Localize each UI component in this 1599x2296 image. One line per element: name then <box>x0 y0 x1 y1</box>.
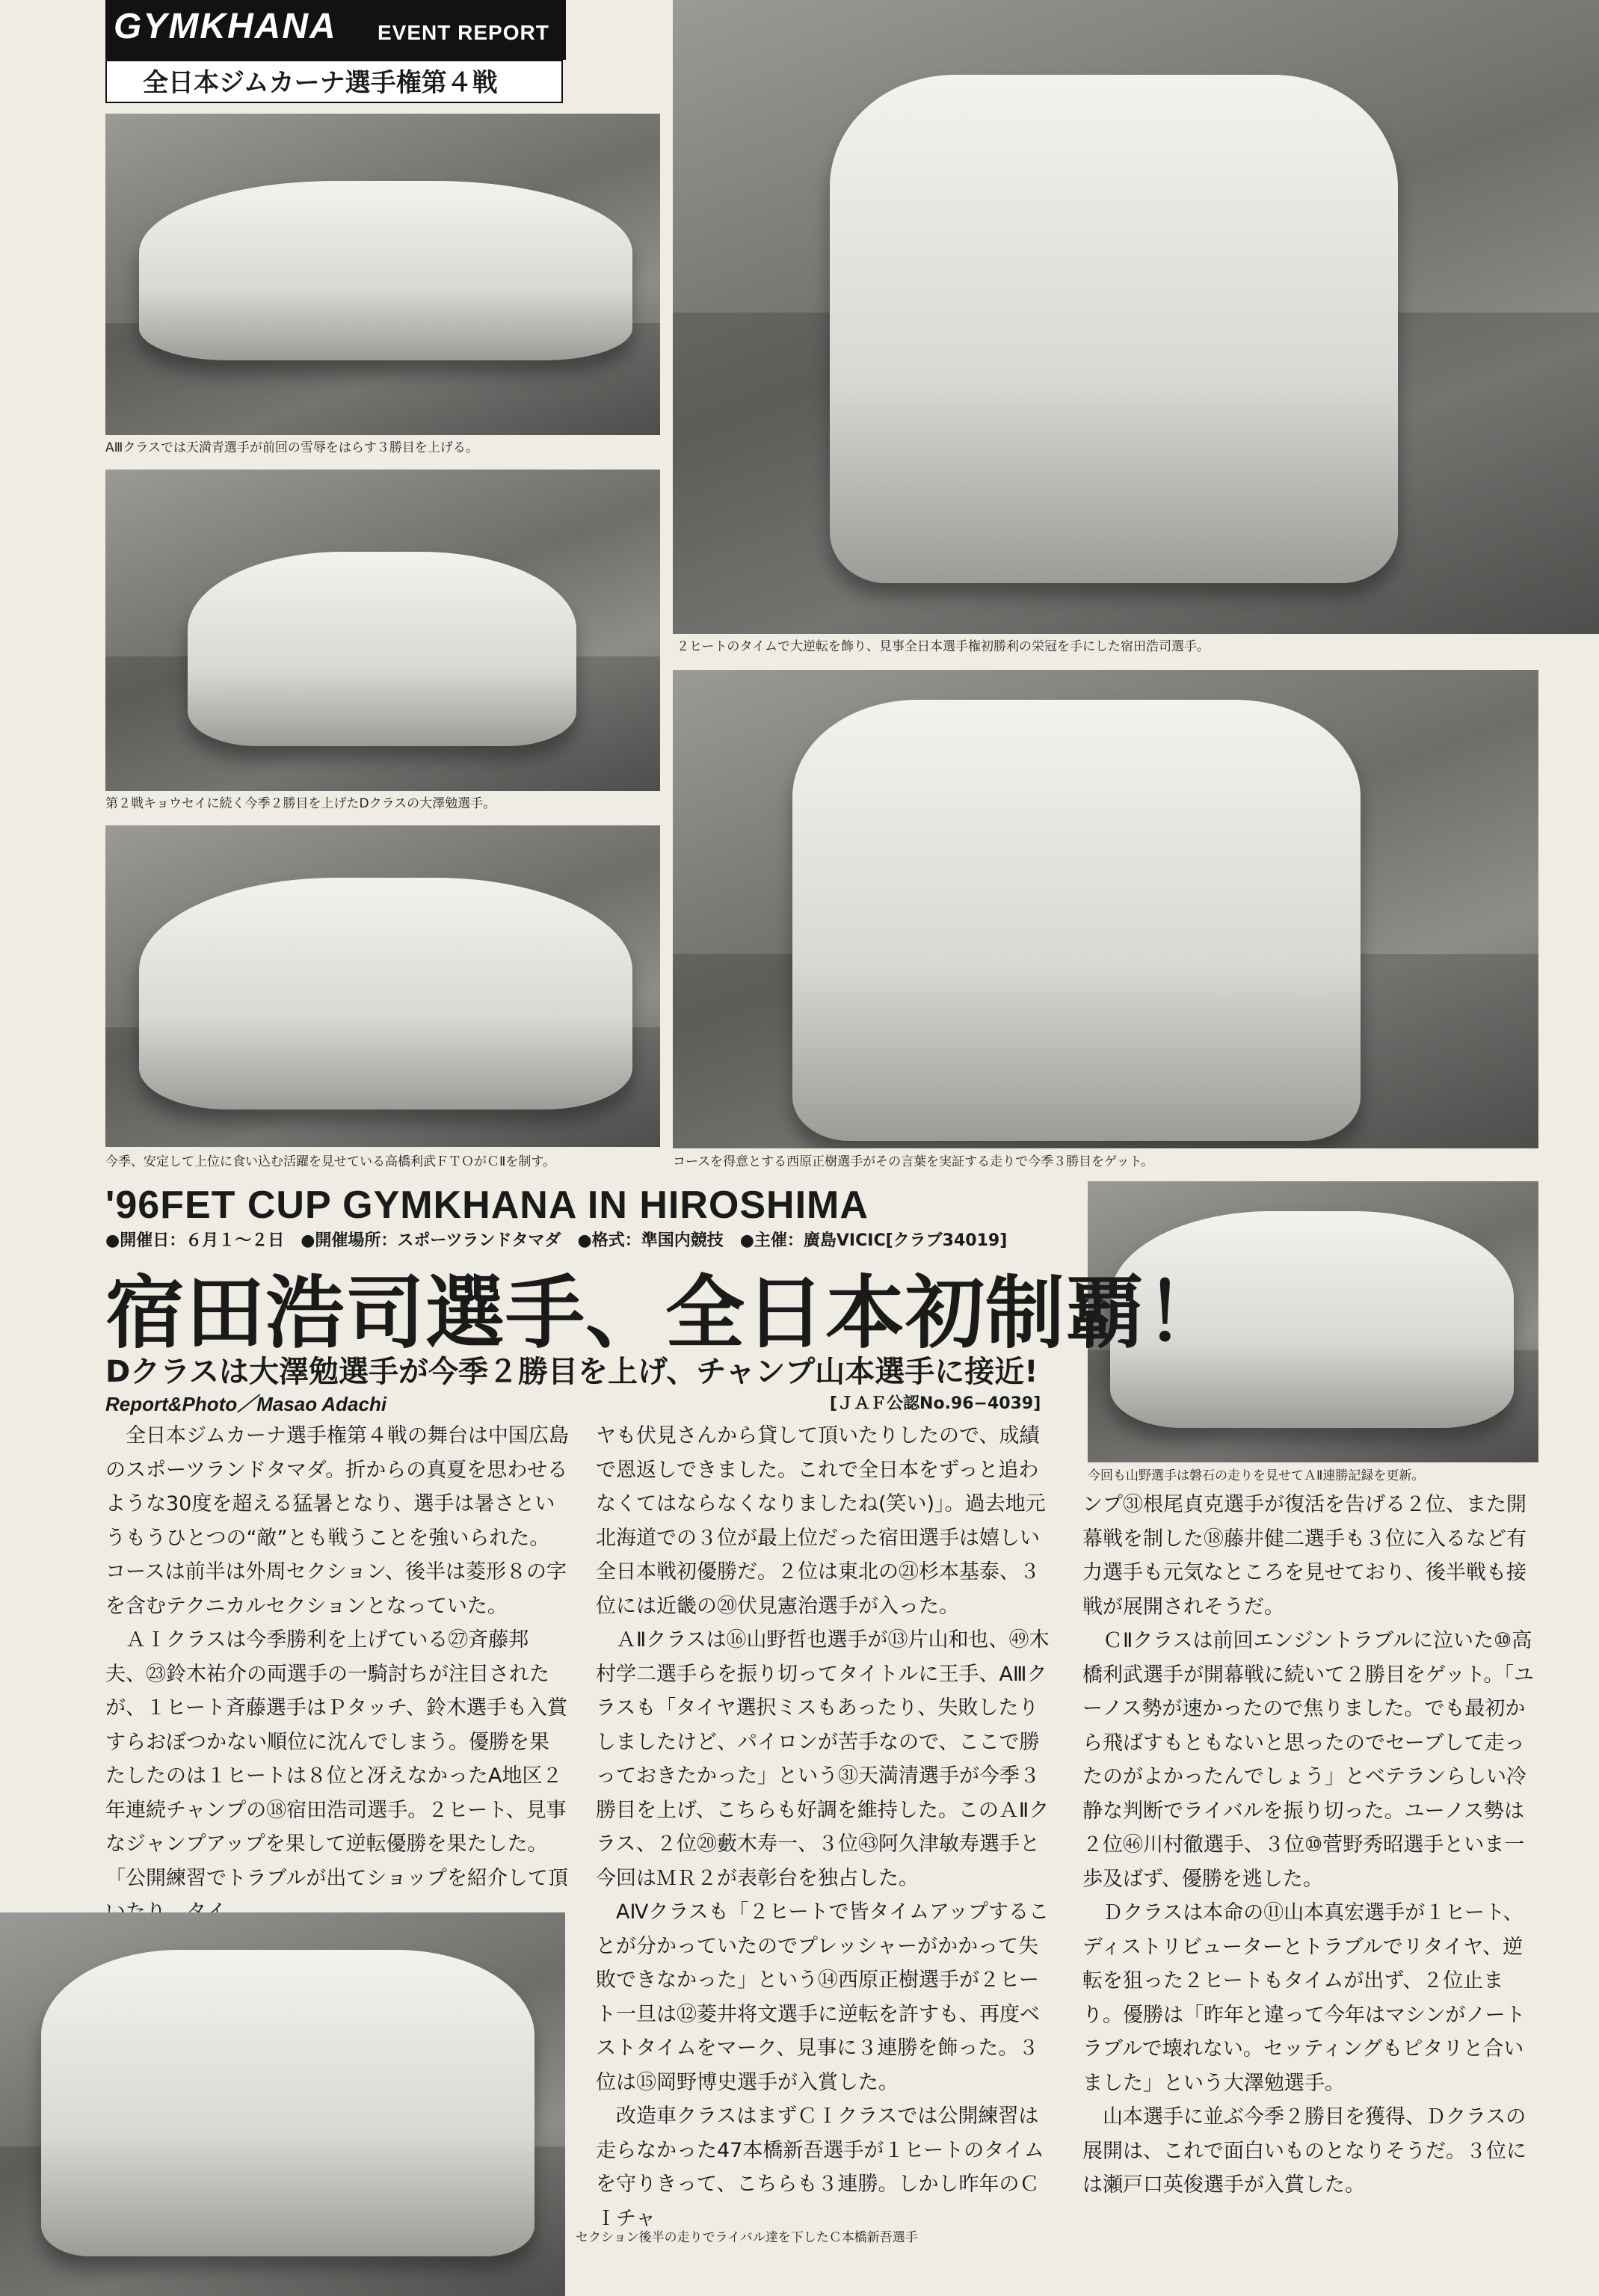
paragraph: ヤも伏見さんから貸して頂いたりしたので、成績で恩返しできました。これで全日本をずっと追わなくてはならなくなりましたね(笑い)」。過去地元北海道での３位が最上位だった宿田選手は嬉しい全日本戦初優勝だ。２位は東北の㉑杉本基泰、３位には近畿の⑳伏見憲治選手が入った。 <box>596 1424 1046 1618</box>
paragraph: ＡⅡクラスは⑯山野哲也選手が⑬片山和也、㊾木村学二選手らを振り切ってタイトルに王手、AⅢクラスも「タイヤ選択ミスもあったり、失敗したりしましたけど、パイロンが苦手なので、ここで勝っておきたかった」という㉛天満清選手が今季３勝目を上げ、こちらも好調を維持した。このＡⅡクラス、２位⑳藪木寿一、３位㊸阿久津敏寿選手と今回はＭＲ２が表彰台を独占した。 <box>596 1628 1050 1890</box>
byline: Report&Photo／Masao Adachi <box>105 1393 387 1415</box>
paragraph: ンプ㉛根尾貞克選手が復活を告げる２位、また開幕戦を制した⑱藤井健二選手も３位に入るなど有力選手も元気なところを見せており、後半戦も接戦が展開されそうだ。 <box>1082 1493 1526 1619</box>
caption-photo7: セクション後半の走りでライバル達を下したＣ本橋新吾選手 <box>576 2230 918 2245</box>
caption-photo4: 今季、安定して上位に食い込む活躍を見せている高橋利武ＦＴＯがＣⅡを制す。 <box>105 1154 556 1169</box>
photo-d-class-racer <box>105 470 660 791</box>
paragraph: ＣⅡクラスは前回エンジントラブルに泣いた⑩高橋利武選手が開幕戦に続いて２勝目をゲット。「ユーノス勢が速かったので焦りました。でも最初から飛ばすもともないと思ったのでセーブして走ったのがよかったんでしょう」とベテランらしい冷静な判断でライバルを振り切った。ユーノス勢は２位㊻川村徹選手、３位⑩菅野秀昭選手といま一歩及ばず、優勝を逃した。 <box>1082 1629 1534 1891</box>
photo-mr2-aiii <box>105 114 660 435</box>
caption-photo1: AⅢクラスでは天満青選手が前回の雪辱をはらす３勝目を上げる。 <box>105 440 478 455</box>
paragraph: 山本選手に並ぶ今季２勝目を獲得、Ｄクラスの展開は、これで面白いものとなりそうだ。３位には瀬戸口英俊選手が入賞した。 <box>1082 2105 1526 2197</box>
paragraph: ＡＩクラスは今季勝利を上げている㉗斉藤邦夫、㉓鈴木祐介の両選手の一騎討ちが注目されたが、１ヒート斉藤選手はＰタッチ、鈴木選手も入賞すらおぼつかない順位に沈んでしまう。優勝を果たしたのは１ヒートは８位と冴えなかったA地区２年連続チャンプの⑱宿田浩司選手。２ヒート、見事なジャンプアップを果して逆転優勝を果たした。「公開練習でトラブルが出てショップを紹介して頂 <box>105 1628 568 1890</box>
caption-photo6: 今回も山野選手は磐石の走りを見せてＡⅡ連勝記録を更新。 <box>1088 1468 1425 1483</box>
category-label: EVENT REPORT <box>378 21 549 44</box>
caption-photo2: ２ヒートのタイムで大逆転を飾り、見事全日本選手権初勝利の栄冠を手にした宿田浩司選手。 <box>677 639 1210 654</box>
body-column-1 <box>105 1419 569 1930</box>
caption-photo5: コースを得意とする西原正樹選手がその言葉を実証する走りで今季３勝目をゲット。 <box>673 1154 1153 1169</box>
paragraph: 全日本ジムカーナ選手権第４戦の舞台は中国広島のスポーツランドタマダ。折からの真夏を思わせるような30度を超える猛暑となり、選手は暑さというもうひとつの“敵”とも戦うことを強いられた。コースは前半は外周セクション、後半は菱形８の字を含むテクニカルセクションとなっていた。 <box>105 1424 569 1618</box>
paragraph: Ｄクラスは本命の⑪山本真宏選手が１ヒート、ディストリビューターとトラブルでリタイヤ、逆転を狙った２ヒートもタイムが出ず、２位止まり。優勝は「昨年と違って今年はマシンがノートラブルで壊れない。セッティングもピタリと合いました」という大澤勉選手。 <box>1082 1901 1526 2095</box>
paragraph: AⅣクラスも「２ヒートで皆タイムアップすることが分かっていたのでプレッシャーがかかって失敗できなかった」という⑭西原正樹選手が２ヒート一旦は⑫菱井将文選手に逆転を許すも、再度ベストタイムをマーク、見事に３連勝を飾った。３位は⑮岡野博史選手が入賞した。 <box>596 1900 1050 2094</box>
photo-civic-winner <box>673 0 1599 634</box>
photo-fto-cii <box>105 825 660 1147</box>
photo-lancer-aiv <box>673 670 1538 1148</box>
paragraph: 改造車クラスはまずＣＩクラスでは公開練習は走らなかった47本橋新吾選手が１ヒートのタイムを守りきって、こちらも３連勝。しかし昨年のＣＩチャ <box>596 2105 1044 2230</box>
event-info: ●開催日：６月１〜２日 ●開催場所：スポーツランドタマダ ●格式：準国内競技 ●主催：廣島VICIC[クラブ34019] <box>105 1231 1008 1250</box>
body-column-2 <box>596 1419 1053 2235</box>
subheadline: Dクラスは大澤勉選手が今季２勝目を上げ、チャンプ山本選手に接近! <box>105 1355 1038 1389</box>
round-title: 全日本ジムカーナ選手権第４戦 <box>105 60 563 103</box>
body-column-3 <box>1082 1488 1540 2203</box>
jaf-permit: [ＪＡＦ公認No.96−4039] <box>830 1394 1041 1413</box>
photo-civic-ci <box>0 1912 565 2296</box>
caption-photo3: 第２戦キョウセイに続く今季２勝目を上げたDクラスの大澤勉選手。 <box>105 796 496 811</box>
category-title: GYMKHANA <box>114 7 337 46</box>
headline: 宿田浩司選手、全日本初制覇！ <box>105 1266 1225 1359</box>
event-title: '96FET CUP GYMKHANA IN HIROSHIMA <box>105 1184 869 1227</box>
